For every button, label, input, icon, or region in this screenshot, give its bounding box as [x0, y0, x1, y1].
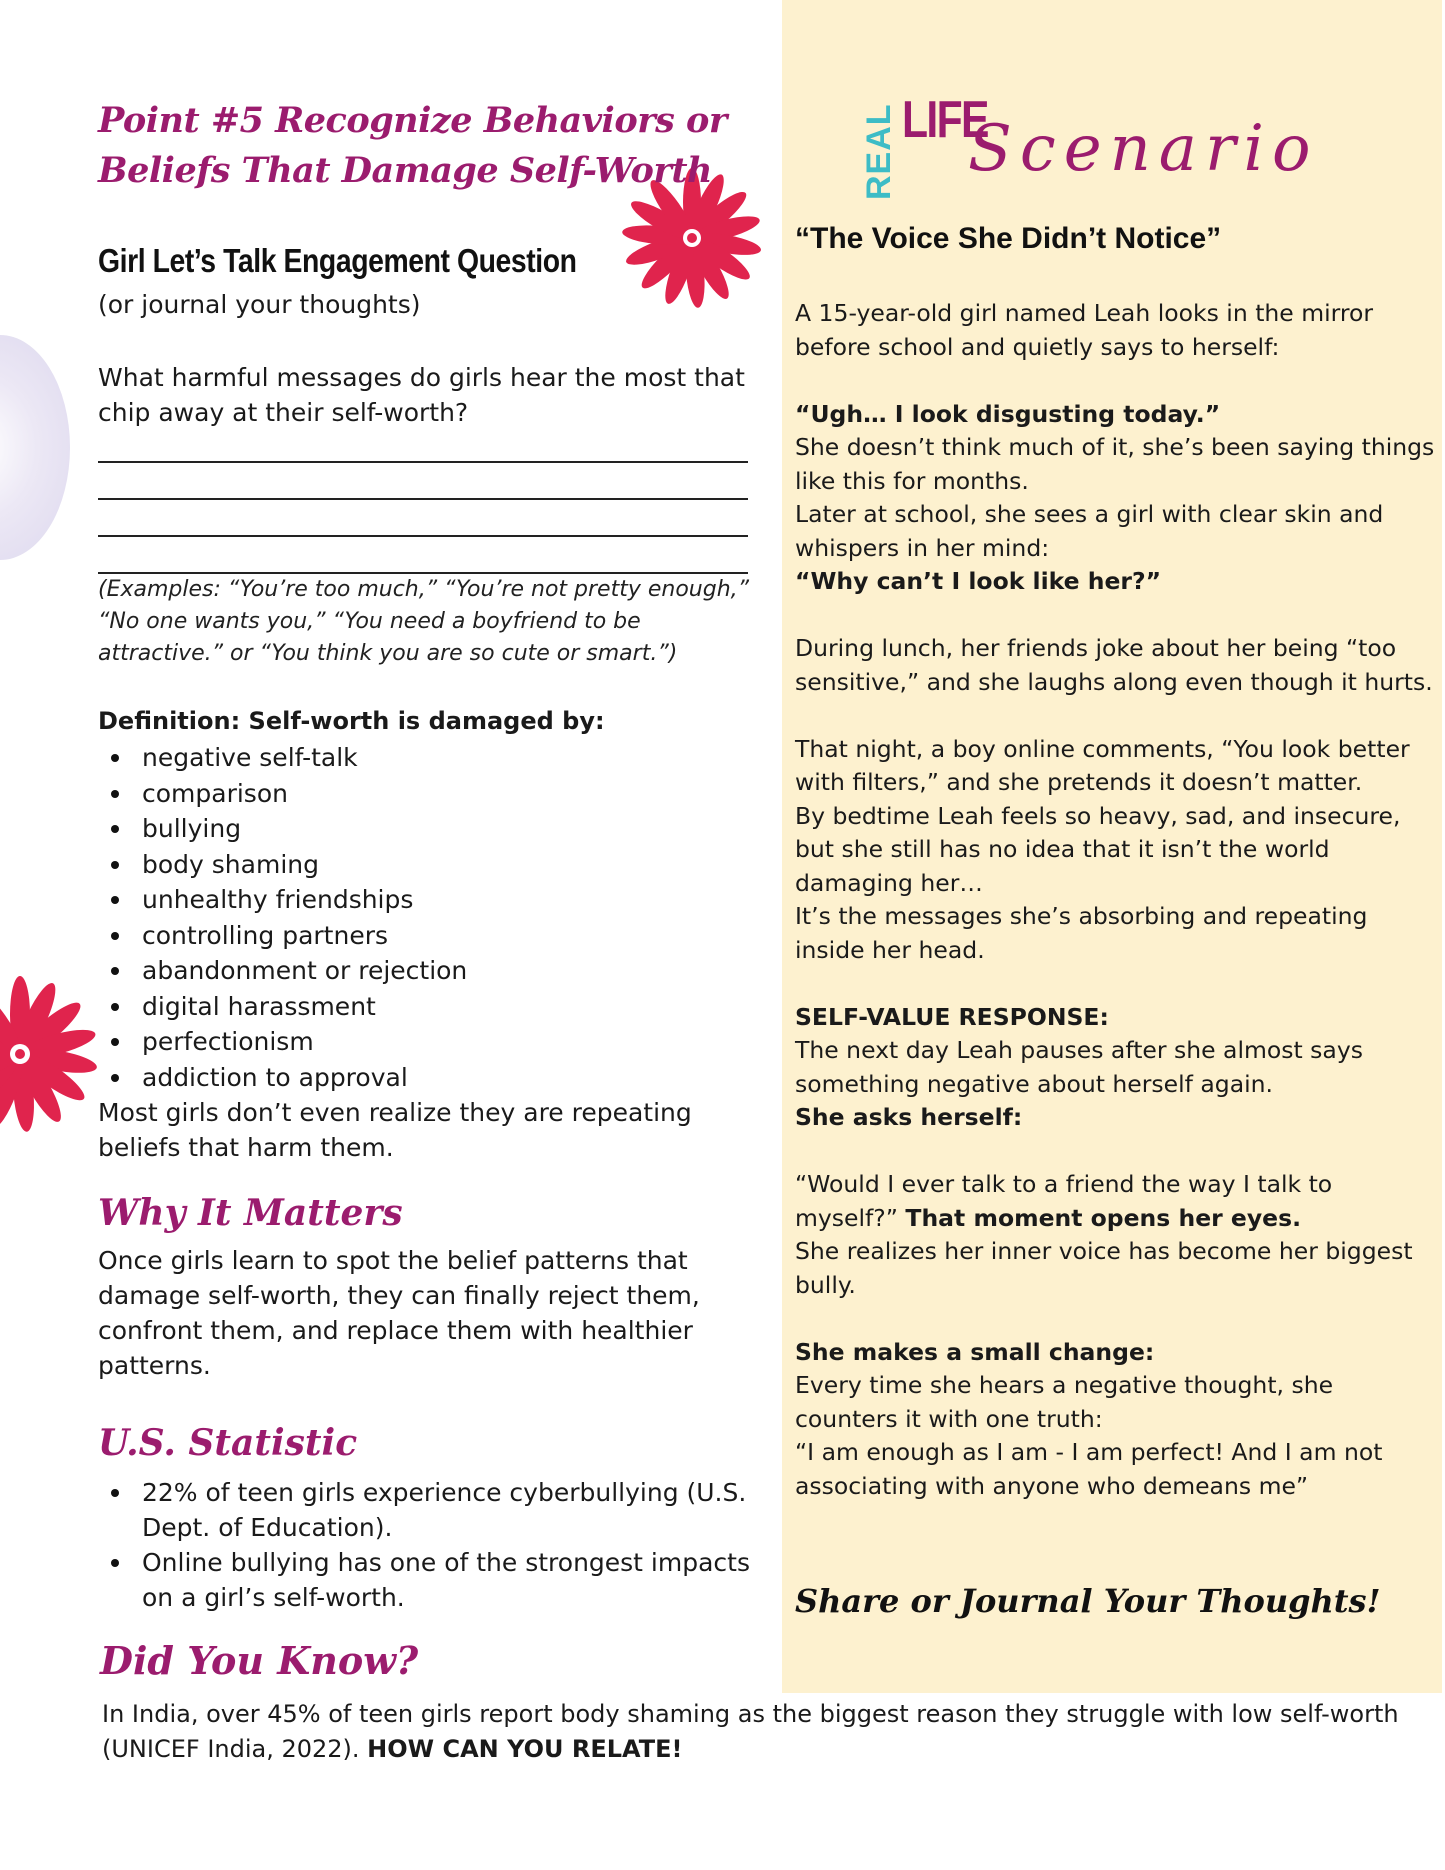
scenario-title: “The Voice She Didn’t Notice”: [795, 222, 1222, 255]
list-item: unhealthy friendships: [98, 882, 467, 918]
story-paragraph: By bedtime Leah feels so heavy, sad, and insecure, but she still has no idea that it isn’t the world damaging her…: [795, 801, 1401, 897]
did-you-know-heading: Did You Know?: [100, 1638, 419, 1683]
asks-label: She asks herself:: [795, 1103, 1023, 1131]
response-text: The next day Leah pauses after she almost says something negative about herself again.: [795, 1036, 1363, 1098]
badge-life: LIFE: [902, 91, 988, 149]
engagement-question: What harmful messages do girls hear the most that chip away at their self-worth?: [98, 363, 745, 427]
definition-list: [98, 740, 467, 1095]
decorative-blob: [0, 335, 70, 560]
engagement-heading: Girl Let’s Talk Engagement Question: [98, 242, 577, 279]
scenario-story: [795, 297, 1435, 1503]
story-paragraph: She doesn’t think much of it, she’s been saying things like this for months.: [795, 433, 1435, 495]
story-quote: “Why can’t I look like her?”: [795, 567, 1162, 595]
change-text: Every time she hears a negative thought, she counters it with one truth:: [795, 1371, 1334, 1433]
truth-quote: “I am enough as I am - I am perfect! And I am not associating with anyone who demeans me”: [795, 1438, 1383, 1500]
share-prompt: Share or Journal Your Thoughts!: [795, 1582, 1381, 1620]
story-paragraph: That night, a boy online comments, “You look better with filters,” and she pretends it doesn’t matter.: [795, 734, 1410, 796]
list-item: negative self-talk: [98, 740, 467, 776]
definition-title: Definition: Self-worth is damaged by:: [98, 707, 605, 735]
statistic-heading: U.S. Statistic: [98, 1422, 358, 1464]
story-paragraph: During lunch, her friends joke about her being “too sensitive,” and she laughs along even though it hurts.: [795, 634, 1433, 696]
list-item: bullying: [98, 811, 467, 847]
did-you-know-body: In India, over 45% of teen girls report body shaming as the biggest reason they struggle with low self-worth (UNICEF India, 2022).: [102, 1700, 1399, 1763]
badge-scenario: Scenario: [968, 112, 1319, 186]
list-item: 22% of teen girls experience cyberbullying (U.S. Dept. of Education).: [98, 1475, 758, 1545]
story-intro: A 15-year-old girl named Leah looks in the mirror before school and quietly says to herself:: [795, 299, 1374, 361]
asks-quote: “Would I ever talk to a friend the way I talk to myself?”: [795, 1170, 1333, 1232]
journal-line[interactable]: [98, 463, 748, 500]
examples-text: (Examples: “You’re too much,” “You’re not pretty enough,” “No one wants you,” “You need a boyfriend to be attractive.” or “You think you are so cute or smart.”): [98, 577, 750, 666]
flower-icon: [0, 974, 100, 1134]
story-quote: “Ugh… I look disgusting today.”: [795, 399, 1221, 428]
statistic-list: [98, 1475, 758, 1615]
story-paragraph: Later at school, she sees a girl with clear skin and whispers in her mind:: [795, 500, 1384, 562]
did-you-know-emphasis: HOW CAN YOU RELATE!: [367, 1735, 683, 1763]
response-label: SELF-VALUE RESPONSE:: [795, 1002, 1109, 1031]
story-paragraph: It’s the messages she’s absorbing and repeating inside her head.: [795, 902, 1368, 964]
engagement-subtitle: (or journal your thoughts): [98, 290, 421, 319]
journal-lines[interactable]: [98, 426, 748, 574]
list-item: digital harassment: [98, 989, 467, 1025]
list-item: controlling partners: [98, 918, 467, 954]
story-paragraph: She realizes her inner voice has become her biggest bully.: [795, 1237, 1413, 1299]
asks-emphasis: That moment opens her eyes.: [905, 1203, 1302, 1232]
badge-real: REAL: [860, 103, 898, 200]
why-text: Once girls learn to spot the belief patterns that damage self-worth, they can finally reject them, confront them, and replace them with healthier patterns.: [98, 1246, 700, 1380]
did-you-know-text: [102, 1697, 1422, 1767]
list-item: comparison: [98, 776, 467, 812]
list-item: Online bullying has one of the strongest impacts on a girl’s self-worth.: [98, 1545, 758, 1615]
closing-text: Most girls don’t even realize they are repeating beliefs that harm them.: [98, 1098, 692, 1162]
list-item: abandonment or rejection: [98, 953, 467, 989]
change-label: She makes a small change:: [795, 1337, 1155, 1366]
list-item: body shaming: [98, 847, 467, 883]
journal-line[interactable]: [98, 537, 748, 574]
list-item: addiction to approval: [98, 1060, 467, 1096]
journal-line[interactable]: [98, 426, 748, 463]
journal-line[interactable]: [98, 500, 748, 537]
why-heading: Why It Matters: [98, 1192, 403, 1234]
list-item: perfectionism: [98, 1024, 467, 1060]
page-title: Point #5 Recognize Behaviors or Beliefs That Damage Self-Worth: [98, 100, 727, 191]
